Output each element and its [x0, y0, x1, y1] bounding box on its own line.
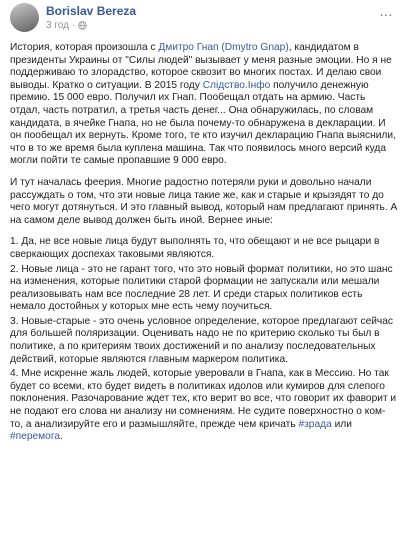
paragraph-3: 1. Да, не все новые лица будут выполнять то, что обещают и не все рыцари в сверкающих доспехах таковыми являются.: [10, 236, 380, 260]
author-name[interactable]: Borislav Bereza: [46, 4, 137, 18]
paragraph-4: 2. Новые лица - это не гарант того, что это новый формат политики, но это шанс на изменения, которые политики старой формации не запускали или мешали реализовывать нам все последние 28 лет. И среди старых политиков есть немало достойных у которых мне есть чему поучиться.: [10, 263, 393, 313]
mention-link-gnap[interactable]: Дмитро Гнап (Dmytro Gnap): [158, 42, 289, 53]
avatar[interactable]: [10, 3, 39, 32]
paragraph-2: И тут началась феерия. Многие радостно потеряли руки и довольно начали рассуждать о том, что эти новые лица такие же, как и старые и крызядят то до чего могут дотянуться. И это главный вывод, который нам предлагают принять. А на самом деле вывод должен быть иной. Вернее иные:: [10, 176, 398, 226]
hashtag-zrada[interactable]: #зрада: [298, 418, 332, 430]
post-meta: 3 год ·: [46, 20, 87, 31]
more-options-icon[interactable]: …: [379, 3, 394, 19]
hashtag-peremoga[interactable]: #перемога: [10, 431, 61, 443]
paragraph-5: 3. Новые-старые - это очень условное определение, которое предлагают сейчас для большей поляризации. Оценивать надо не по критерию сколько ты был в политике, а по критериям твоих достижений и по анализу последовательных действий, которые являются главным маркером политика.: [10, 315, 393, 365]
paragraph-6: 4. Мне искренне жаль людей, которые уверовали в Гнапа, как в Мессию. Но так будет со всеми, кто будет видеть в политиках идолов или кумиров для слепого поклонения. Разочарование ждет тех, кто верит во все, что говорит их фаворит и не подают его слова ни анализу ни сомнениям. Не судите поверхностно о ком-то, а анализируйте его и размышляйте, прежде чем кричать #зрада или #перемога.: [10, 368, 397, 443]
post-header: [0, 0, 406, 40]
post-time[interactable]: 3 год: [46, 20, 69, 31]
globe-icon: [78, 21, 87, 30]
paragraph-1: История, которая произошла с Дмитро Гнап (Dmytro Gnap), кандидатом в президенты Украины от "Силы людей" вызывает у меня разные эмоции. Но я не поддерживаю то злорадство, которое сквозит во многих постах. И делаю свои выводы. Кратко о ситуации. В 2015 году Слідство.Інфо получило денежную премию. 15 000 евро. Получил их Гнап. Пообещал отдать на армию. Часть отдал, часть потратил, а третья часть денег... Она обнаружилась, по словам кандидата, в ячейке Гнапа, но не была почему-то обнаружена в декларации. И он пообещал их вернуть. Кроме того, те кто изучил декларацию Гнапа выяснили, что в то же время была куплена машина. Так что появилось много версий куда могли пойти те самые пропавшие 9 000 евро.: [10, 42, 396, 167]
post-body: [10, 42, 398, 453]
mention-link-slidstvo[interactable]: Слідство.Інфо: [202, 79, 271, 91]
